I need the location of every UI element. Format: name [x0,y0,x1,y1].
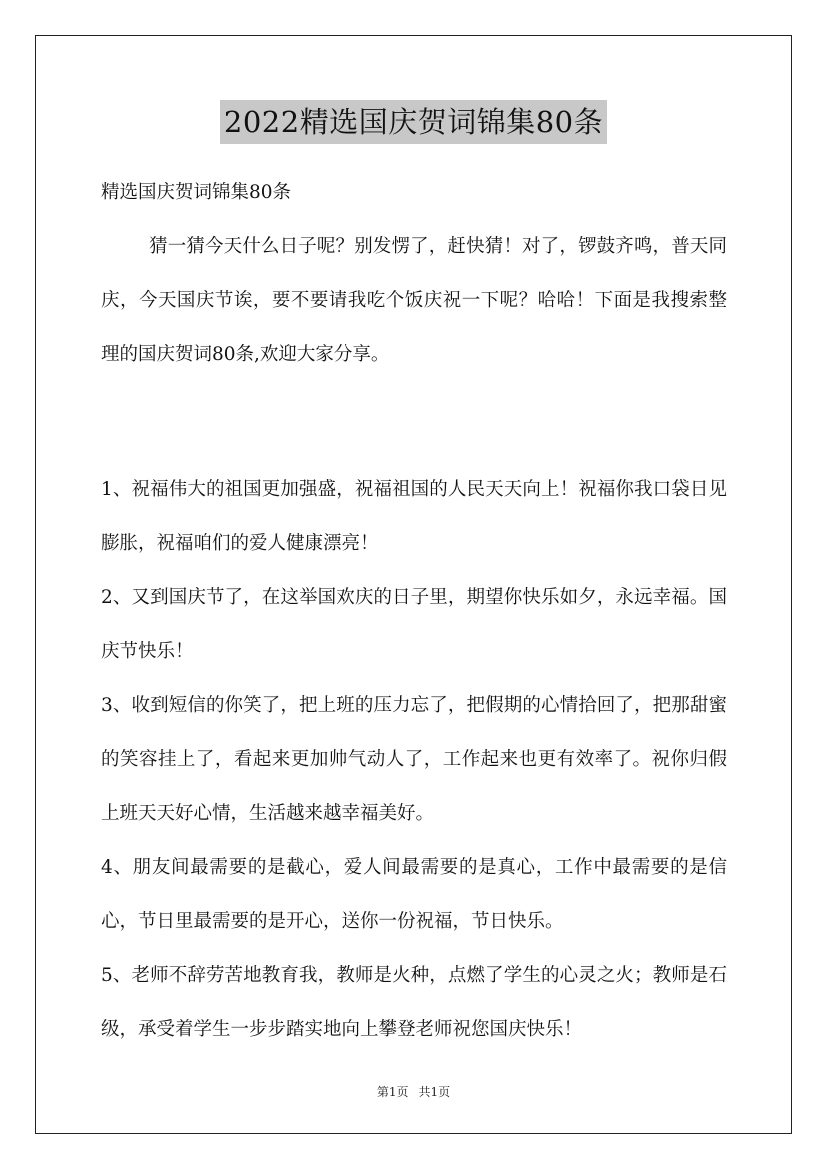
page-title: 2022精选国庆贺词锦集80条 [220,100,607,144]
page-footer [0,1083,827,1101]
list-item: 2、又到国庆节了，在这举国欢庆的日子里，期望你快乐如夕，永远幸福。国庆节快乐！ [101,587,727,662]
list-item: 3、收到短信的你笑了，把上班的压力忘了，把假期的心情拾回了，把那甜蜜的笑容挂上了，看起来更加帅气动人了，工作起来也更有效率了。祝你归假上班天天好心情，生活越来越幸福美好。 [101,695,727,824]
title-container [0,100,827,144]
list-item: 1、祝福伟大的祖国更加强盛，祝福祖国的人民天天向上！祝福你我口袋日见膨胀，祝福咱们的爱人健康漂亮！ [101,479,727,554]
page-total: 共1页 [418,1085,451,1099]
list-item: 4、朋友间最需要的是截心，爱人间最需要的是真心，工作中最需要的是信心，节日里最需要的是开心，送你一份祝福，节日快乐。 [101,857,727,932]
document-body [101,166,727,1057]
intro-paragraph: 猜一猜今天什么日子呢？别发愣了，赶快猜！对了，锣鼓齐鸣，普天同庆，今天国庆节诶，要不要请我吃个饭庆祝一下呢？哈哈！下面是我搜索整理的国庆贺词80条,欢迎大家分享。 [101,236,727,365]
document-subtitle: 精选国庆贺词锦集80条 [101,182,292,203]
section-spacer [101,382,727,463]
page-number: 第1页 [376,1085,409,1099]
list-item: 5、老师不辞劳苦地教育我，教师是火种，点燃了学生的心灵之火；教师是石级，承受着学生一步步踏实地向上攀登老师祝您国庆快乐！ [101,965,727,1040]
